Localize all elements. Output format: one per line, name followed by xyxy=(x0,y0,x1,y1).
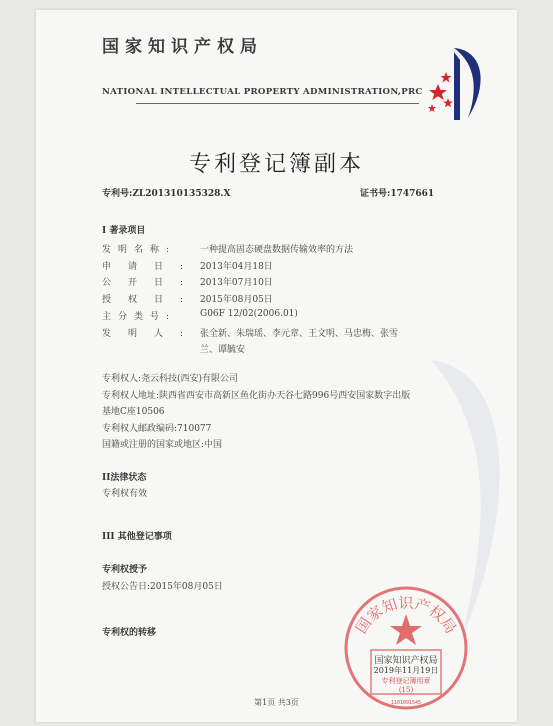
patentee: 专利权人:尧云科技(西安)有限公司 xyxy=(102,374,239,384)
field-label: 授权日: xyxy=(102,295,201,305)
seal-number: (15) xyxy=(398,686,414,694)
field-value: 张全新、朱瑞瑶、李元章、王文明、马忠梅、张雪 xyxy=(200,329,399,339)
patent-number: 专利号:ZL201310135328.X xyxy=(102,189,231,199)
field-label: 发明人: xyxy=(102,329,201,339)
certificate-sheet xyxy=(36,10,517,722)
seal-label: 专利登记簿用章 xyxy=(381,677,431,685)
seal-serial: 1101091545 xyxy=(390,700,422,706)
legal-status: 专利权有效 xyxy=(102,489,148,499)
patentee-postcode: 专利权人邮政编码:710077 xyxy=(102,424,212,434)
seal-ring-text: 国家知识产权局 xyxy=(351,594,461,637)
patentee-country: 国籍或注册的国家或地区:中国 xyxy=(102,440,223,450)
section2-heading: II法律状态 xyxy=(102,473,147,483)
field-label: 发明名称: xyxy=(102,245,177,255)
org-name-en: NATIONAL INTELLECTUAL PROPERTY ADMINISTRATION,PRC xyxy=(102,87,423,97)
cnipa-logo xyxy=(424,40,494,124)
grant-heading: 专利权授予 xyxy=(102,565,148,575)
patentee-address-continued: 基地C座10506 xyxy=(102,407,165,417)
seal-name: 国家知识产权局 xyxy=(374,656,438,666)
field-value: 2013年07月10日 xyxy=(200,278,273,288)
section1-heading: I 著录项目 xyxy=(102,226,146,236)
certificate-number: 证书号:1747661 xyxy=(360,189,435,199)
field-label: 公开日: xyxy=(102,278,201,288)
field-value: 2015年08月05日 xyxy=(200,295,273,305)
org-name-cn: 国家知识产权局 xyxy=(102,37,263,57)
field-value-continued: 兰、谭毓安 xyxy=(200,345,246,355)
section3-heading: III 其他登记事项 xyxy=(102,532,172,542)
grant-date: 授权公告日:2015年08月05日 xyxy=(102,582,223,592)
field-value: G06F 12/02(2006.01) xyxy=(200,309,298,319)
field-value: 一种提高固态硬盘数据传输效率的方法 xyxy=(200,245,354,255)
field-value: 2013年04月18日 xyxy=(200,262,273,272)
field-label: 主分类号: xyxy=(102,312,177,322)
patentee-address: 专利权人地址:陕西省西安市高新区鱼化街办天谷七路996号西安国家数字出版 xyxy=(102,391,411,401)
field-label: 申请日: xyxy=(102,262,201,272)
page-indicator: 第1页 共3页 xyxy=(254,698,299,707)
header-divider xyxy=(136,103,419,104)
transfer-heading: 专利权的转移 xyxy=(102,628,157,638)
seal-date: 2019年11月19日 xyxy=(373,666,439,675)
document-title: 专利登记簿副本 xyxy=(188,152,364,177)
